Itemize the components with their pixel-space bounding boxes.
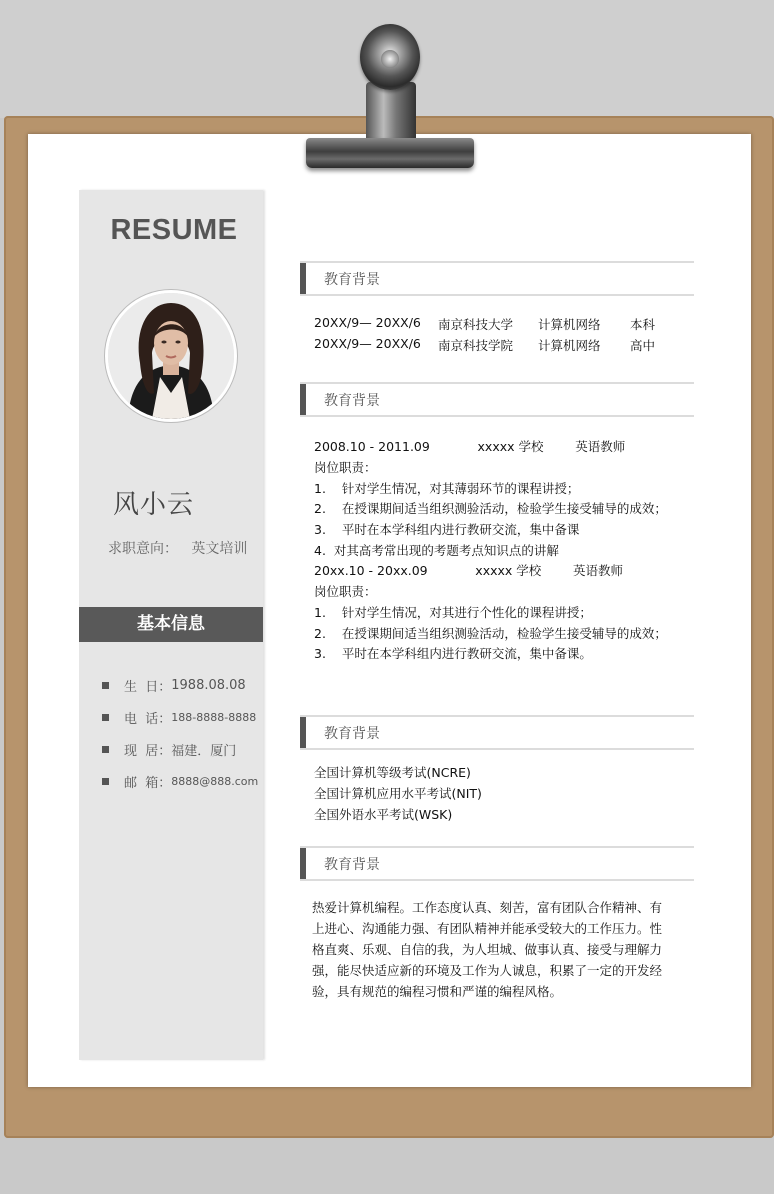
basic-info-header: 基本信息 [79, 607, 263, 642]
bullet-square-icon [102, 682, 109, 689]
section-header-work [300, 382, 694, 417]
job-intent-value: 英文培训 [191, 541, 248, 557]
work-line: 3. 平时在本学科组内进行教研交流，集中备课 [314, 522, 580, 537]
info-label: 现 居： [124, 744, 172, 759]
job-intent [108, 538, 247, 558]
edu-degree: 高中 [630, 338, 656, 353]
edu-major: 计算机网络 [538, 317, 601, 332]
candidate-name: 风小云 [113, 490, 195, 520]
portrait-photo [108, 293, 234, 419]
edu-school: 南京科技学院 [438, 338, 514, 353]
info-value: 1988.08.08 [171, 678, 246, 693]
avatar [105, 290, 237, 422]
section-accent-bar [300, 848, 306, 879]
resume-title: RESUME [110, 214, 238, 246]
section-header-self-evaluation [300, 846, 694, 881]
section-accent-bar [300, 717, 306, 748]
bullet-square-icon [102, 714, 109, 721]
edu-period: 20XX/9— 20XX/6 [314, 315, 421, 330]
work-line: 4. 对其高考常出现的考题考点知识点的讲解 [314, 543, 559, 558]
info-item-email [102, 772, 258, 791]
work-line: 2. 在授课期间适当组织测验活动，检验学生接受辅导的成效； [314, 501, 667, 516]
bullet-square-icon [102, 746, 109, 753]
self-evaluation-paragraph: 热爱计算机编程。工作态度认真、刻苦，富有团队合作精神、有上进心、沟通能力强、有团队精神并能承受较大的工作压力。性格直爽、乐观、自信的我，为人坦城、做事认真、接受与理解力强，能尽快适应新的环境及工作为人诚息，积累了一定的开发经验，具有规范的编程习惯和严谨的编程风格。 [312, 900, 663, 999]
info-item-residence [102, 740, 236, 759]
info-item-phone [102, 708, 256, 727]
section-title: 教育背景 [324, 393, 380, 409]
edu-period: 20XX/9— 20XX/6 [314, 336, 421, 351]
certificate-line: 全国计算机等级考试(NCRE) [314, 765, 471, 780]
work-line: 2. 在授课期间适当组织测验活动，检验学生接受辅导的成效； [314, 626, 667, 641]
section-header-education [300, 261, 694, 296]
work-line: 2008.10 - 2011.09 xxxxx 学校 英语教师 [314, 439, 626, 454]
edu-degree: 本科 [630, 317, 656, 332]
edu-major: 计算机网络 [538, 338, 601, 353]
bullet-square-icon [102, 778, 109, 785]
work-line: 20xx.10 - 20xx.09 xxxxx 学校 英语教师 [314, 563, 624, 578]
edu-school: 南京科技大学 [438, 317, 514, 332]
info-value: 福建．厦门 [171, 744, 237, 759]
info-label: 电 话： [124, 712, 172, 727]
section-title: 教育背景 [324, 726, 380, 742]
binder-clip-neck [366, 82, 416, 144]
job-intent-label: 求职意向： [108, 541, 178, 557]
work-line: 岗位职责： [314, 584, 377, 599]
info-label: 生 日： [124, 680, 172, 695]
section-accent-bar [300, 263, 306, 294]
info-label: 邮 箱： [124, 776, 172, 791]
work-line: 3. 平时在本学科组内进行教研交流，集中备课。 [314, 646, 592, 661]
binder-clip-base [306, 138, 474, 168]
info-item-birthday [102, 676, 246, 695]
work-line: 1. 针对学生情况，对其薄弱环节的课程讲授； [314, 481, 580, 496]
certificate-line: 全国计算机应用水平考试(NIT) [314, 786, 482, 801]
info-value: 188-8888-8888 [171, 711, 257, 724]
section-title: 教育背景 [324, 272, 380, 288]
binder-clip-hole [381, 50, 399, 68]
section-accent-bar [300, 384, 306, 415]
work-line: 1. 针对学生情况，对其进行个性化的课程讲授； [314, 605, 592, 620]
info-value: 8888@888.com [171, 775, 259, 788]
section-title: 教育背景 [324, 857, 380, 873]
section-header-certificates [300, 715, 694, 750]
certificate-line: 全国外语水平考试(WSK) [314, 807, 453, 822]
work-line: 岗位职责： [314, 460, 377, 475]
